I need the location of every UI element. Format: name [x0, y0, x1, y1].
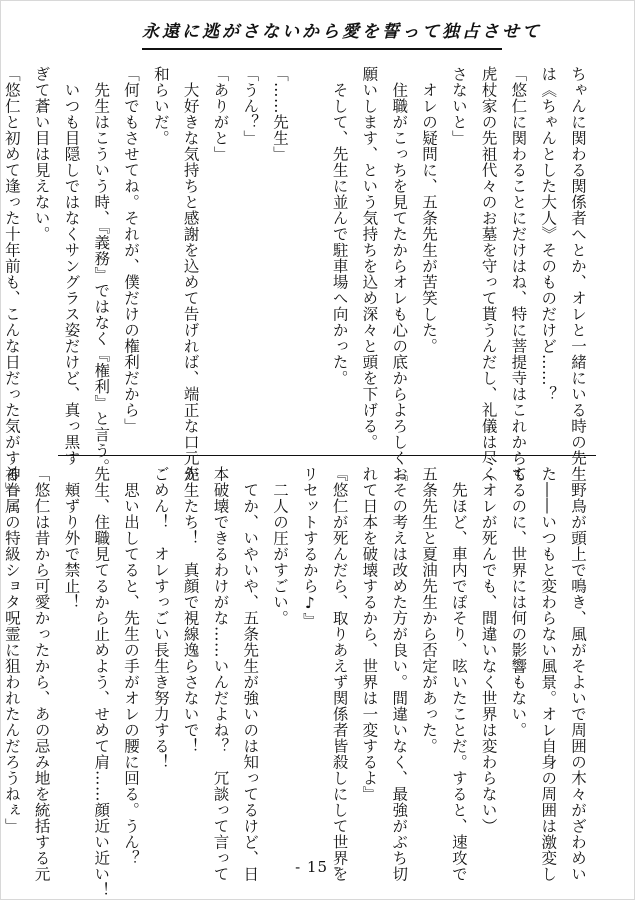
text-line: 大好きな気持ちと感謝を込めて告げれば、端正な口元が	[181, 66, 200, 482]
book-title: 永遠に逃がさないから愛を誓って独占させて	[142, 22, 542, 42]
text-line: 「何でもさせてね。それが、僕だけの権利だから」	[122, 66, 141, 434]
text-line: 和らいだ。	[151, 66, 170, 146]
blank-line	[294, 66, 324, 442]
text-line: てか、いやいや、五条先生が強いのは知ってるけど、日	[241, 466, 260, 882]
text-line: は《ちゃんとした大人》そのものだけど……？	[539, 66, 558, 402]
text-line: 「悠仁に関わることにだけはね、特に菩提寺はこれからも	[509, 66, 528, 482]
text-line: 住職がこっちを見てたからオレも心の底からよろしくお	[390, 66, 409, 482]
text-line: 願いします、という気持ちを込め深々と頭を下げる。	[360, 66, 379, 450]
text-line: た――いつもと変わらない風景。オレ自身の周囲は激変し	[539, 466, 558, 882]
text-line: ぎて蒼い目は見えない。	[32, 66, 51, 242]
text-line: 頬ずり外で禁止！	[62, 466, 81, 610]
running-header	[142, 18, 542, 50]
text-line: ごめん！ オレすっごい長生き努力する！	[151, 466, 170, 770]
text-line: リセットするから♪』	[300, 466, 319, 629]
text-line: 虎杖家の先祖代々のお墓を守って貰うんだし、礼儀は尽く	[479, 66, 498, 482]
text-line: 先生、住職見てるから止めよう、せめて肩……顔近い近い！	[92, 466, 111, 898]
text-line: 「……先生」	[271, 66, 290, 162]
text-line: 思い出してると、先生の手がオレの腰に回る。うん？	[122, 466, 141, 866]
page-number: - 15 -	[295, 858, 340, 876]
text-block-top	[2, 66, 592, 498]
text-line: 先生はこういう時、『義務』ではなく『権利』と言う。	[92, 66, 111, 475]
text-line: 二人の圧がすごい。	[271, 466, 290, 626]
text-line: （オレが死んでも、間違いなく世界は変わらない）	[479, 466, 498, 834]
text-line: 「悠仁と初めて逢った十年前も、こんな日だった気がする」	[2, 66, 21, 498]
text-line: 『その考えは改めた方が良い。間違いなく、最強がぶち切	[390, 466, 409, 882]
text-line: そして、先生に並んで駐車場へ向かった。	[330, 66, 349, 386]
text-line: 先ほど、車内でぽそり、呟いたことだ。すると、速攻で	[449, 466, 468, 882]
text-line: 「ありがと」	[211, 66, 230, 162]
text-line: てるのに、世界には何の影響もない。	[509, 466, 528, 738]
text-line: 『悠仁が死んだら、取りあえず関係者皆殺しにして世界を	[330, 466, 349, 882]
text-line: 五条先生と夏油先生から否定があった。	[420, 466, 439, 754]
text-line: ちゃんに関わる関係者へとか、オレと一緒にいる時の先生	[569, 66, 587, 482]
text-line: 野鳥が頭上で鳴き、風がそよいで周囲の木々がざわめい	[569, 466, 587, 882]
text-line: 神眷属の特級ショタ呪霊に狙われたんだろうねぇ」	[2, 466, 21, 834]
text-line: 「悠仁は昔から可愛かったから、あの忌み地を統括する元	[32, 466, 51, 882]
text-line: れて日本を破壊するから、世界は一変するよ』	[360, 466, 379, 802]
text-line: 本破壊できるわけがな……いんだよね？ 冗談って言って	[211, 466, 230, 882]
text-line: 先生たち！ 真顔で視線逸らさないで！	[181, 466, 200, 754]
text-line: いつも目隠しではなくサングラス姿だけど、真っ黒す	[62, 66, 81, 466]
text-line: オレの疑問に、五条先生が苦笑した。	[420, 66, 439, 354]
section-divider	[58, 455, 596, 456]
text-line: さないと」	[449, 66, 468, 146]
text-line: 「うん？」	[241, 66, 260, 146]
